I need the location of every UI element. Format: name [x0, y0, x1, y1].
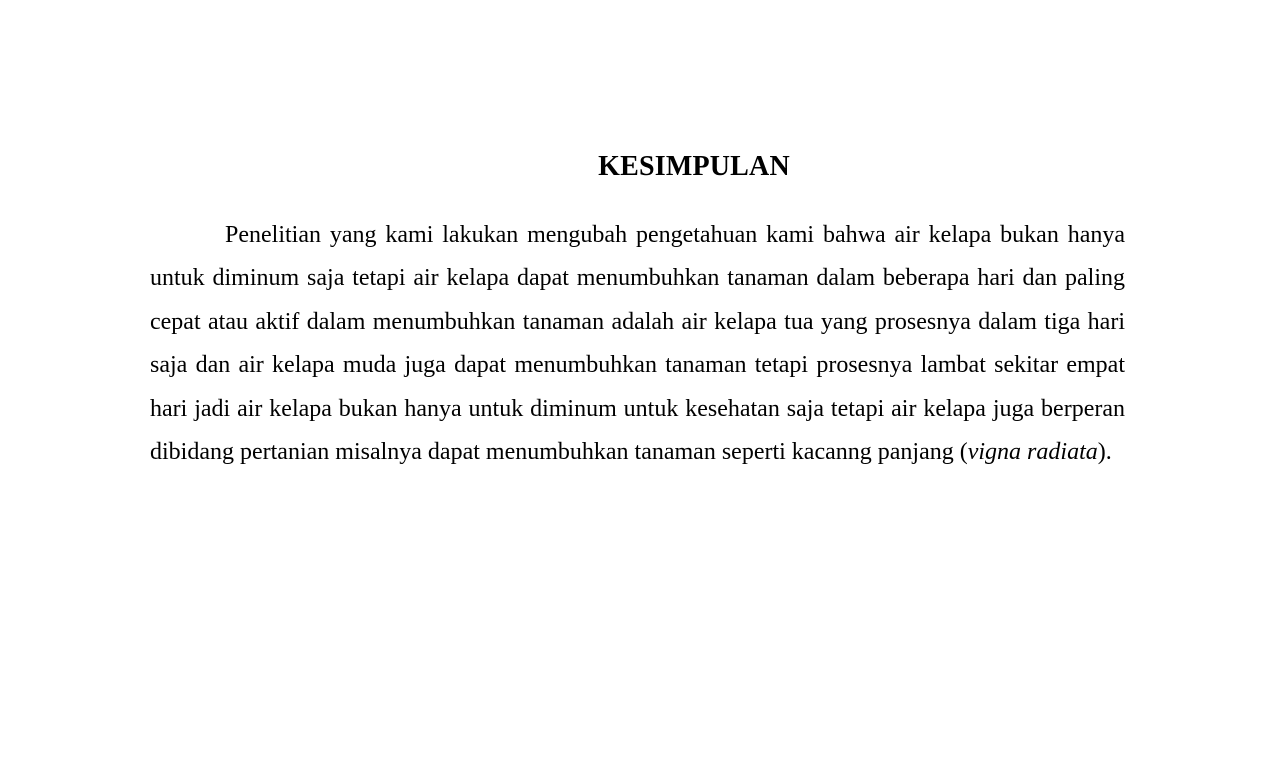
conclusion-paragraph — [150, 214, 1125, 474]
page-title: KESIMPULAN — [598, 151, 790, 182]
species-name: vigna radiata — [967, 439, 1098, 466]
paragraph-end-text: ). — [1097, 439, 1112, 466]
paragraph-main-text: Penelitian yang kami lakukan mengubah pengetahuan kami bahwa air kelapa bukan hanya untuk diminum saja tetapi air kelapa dapat menumbuhkan tanaman dalam beberapa hari dan paling cepat atau aktif dalam menumbuhkan tanaman adalah air kelapa tua yang prosesnya dalam tiga hari saja dan air kelapa muda juga dapat menumbuhkan tanaman tetapi prosesnya lambat sekitar empat hari jadi air kelapa bukan hanya untuk diminum untuk kesehatan saja tetapi air kelapa juga berperan dibidang pertanian misalnya dapat menumbuhkan tanaman seperti kacanng panjang ( — [150, 222, 1125, 466]
